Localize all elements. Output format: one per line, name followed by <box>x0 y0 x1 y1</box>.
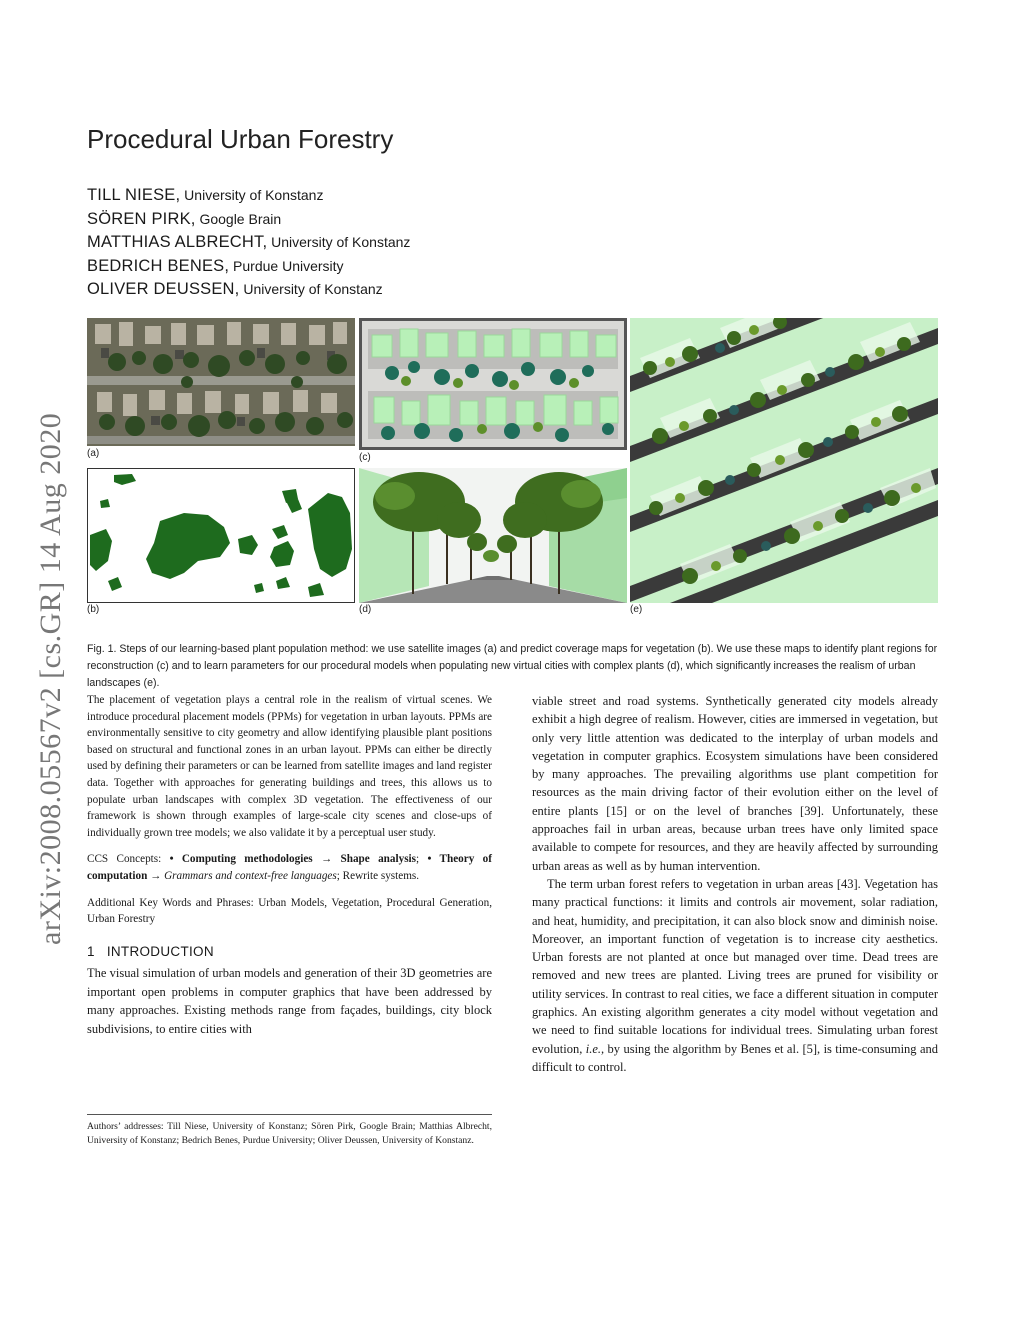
author-2 <box>87 208 410 232</box>
ccs-concept-2: • Theory of computation → <box>87 853 492 882</box>
author-affiliation: Google Brain <box>195 210 282 227</box>
panel-a-label: (a) <box>87 448 100 459</box>
figure-caption: Fig. 1. Steps of our learning-based plant population method: we use satellite images (a) and predict coverage maps for vegetation (b). We use these maps to identify plant regions for reconstruction (c) and to learn parameters for our procedural models when populating new virtual cities with complex plants (d), which significantly increases the realism of urban landscapes (e). <box>87 642 938 689</box>
panel-d-label: (d) <box>359 604 372 615</box>
author-name: TILL NIESE, <box>87 186 181 204</box>
keywords: Additional Key Words and Phrases: Urban Models, Vegetation, Procedural Generation, Urban Forestry <box>87 896 492 926</box>
author-3 <box>87 231 410 255</box>
ccs-concept-2-detail: Grammars and context-free languages <box>164 869 337 882</box>
author-name: SÖREN PIRK, <box>87 209 196 228</box>
section-number: 1 <box>87 943 95 959</box>
ccs-separator: ; <box>416 853 428 866</box>
figure-1 <box>87 318 938 615</box>
author-affiliation: Purdue University <box>229 257 344 274</box>
paper-title: Procedural Urban Forestry <box>87 124 394 154</box>
intro-paragraph-urban-forest <box>532 875 938 1076</box>
ccs-concept-1: • Computing methodologies → Shape analysis <box>169 853 417 866</box>
section-title: INTRODUCTION <box>106 943 214 959</box>
author-name: OLIVER DEUSSEN, <box>87 280 240 298</box>
panel-c-reconstruction <box>359 318 627 450</box>
author-1 <box>87 184 410 208</box>
author-5 <box>87 278 410 302</box>
arxiv-identifier: arXiv:2008.05567v2 [cs.GR] 14 Aug 2020 <box>34 412 67 945</box>
panel-d-street-view <box>359 468 627 603</box>
right-column <box>532 692 938 1076</box>
intro-paragraph-continued: viable street and road systems. Synthetically generated city models already exhibit a high degree of realism. However, cities are immersed in vegetation, but only very little attention was dedicated to the interplay of urban models and vegetation in computer graphics. Ecosystem simulations have been considered by many approaches. The prevailing algorithms use plant competition for resources as the main driving factor of their evolution either on the level of entire plants [15] or on the level of branches [39]. Unfortunately, these approaches fail in urban areas, because urban trees have only limited space available to compete for resources, and they are heavily affected by surrounding urban areas as well as by human intervention. <box>532 694 938 873</box>
author-affiliation: University of Konstanz <box>180 187 324 203</box>
ccs-concept-3: ; Rewrite systems. <box>336 869 420 882</box>
panel-b-coverage-map <box>87 468 355 603</box>
author-name: MATTHIAS ALBRECHT, <box>87 233 268 251</box>
arxiv-sidebar <box>28 340 68 945</box>
panel-e-city-overview <box>630 318 938 603</box>
panel-b-label: (b) <box>87 604 100 615</box>
paragraph-text-end: by using the algorithm by Benes et al. [5], is time-consuming and difficult to control. <box>532 1041 939 1074</box>
panel-e-label: (e) <box>630 604 643 615</box>
intro-paragraph: The visual simulation of urban models and generation of their 3D geometries are important open problems in computer graphics that have been addressed by many approaches. Existing methods range from façades, buildings, city block subdivisions, to entire cities with <box>87 966 492 1036</box>
paragraph-text: The term urban forest refers to vegetation in urban areas [43]. Vegetation has many practical functions: it limits and controls air movement, solar radiation, and heat, humidity, and precipitation, it can also block snow and diminish noise. Moreover, an important function of vegetation is to increase city aesthetics. Urban forests are not planted at once but managed over time. Dead trees are removed and new trees are planted. Living trees are pruned for visibility or utility services. In contrast to real cities, we face a different situation in computer graphics. An existing algorithm generates a city model without vegetation and we need to find suitable locations for individual trees. Simulating urban forest evolution, <box>532 876 938 1056</box>
panel-c-label: (c) <box>359 452 371 463</box>
ccs-prefix: CCS Concepts: <box>87 853 170 866</box>
abstract: The placement of vegetation plays a central role in the realism of virtual scenes. We introduce procedural placement models (PPMs) for vegetation in urban layouts. PPMs are environmentally sensitive to city geometry and allow identifying plausible plant positions based on structural and functional zones in an urban layout. PPMs can either be directly used by defining their parameters or can be learned from satellite images and land register data. Together with approaches for generating buildings and trees, this allows us to populate urban landscapes with complex 3D vegetation. The effectiveness of our framework is shown through examples of large-scale city scenes and close-ups of individually grown tree models; we also validate it by a perceptual user study. <box>87 694 492 839</box>
author-addresses-footnote: Authors’ addresses: Till Niese, University of Konstanz; Sören Pirk, Google Brain; Matthias Albrecht, University of Konstanz; Bedrich Benes, Purdue University; Oliver Deussen, University of Konstanz. <box>87 1114 492 1148</box>
author-list <box>87 184 410 302</box>
author-name: BEDRICH BENES, <box>87 256 230 275</box>
paragraph-emphasis: i.e., <box>585 1041 605 1056</box>
left-column <box>87 692 492 1038</box>
author-affiliation: University of Konstanz <box>239 281 383 297</box>
author-affiliation: University of Konstanz <box>267 234 411 250</box>
author-4 <box>87 255 410 279</box>
section-heading-introduction <box>87 944 492 961</box>
ccs-concepts <box>87 851 492 884</box>
panel-a-satellite-image <box>87 318 355 446</box>
